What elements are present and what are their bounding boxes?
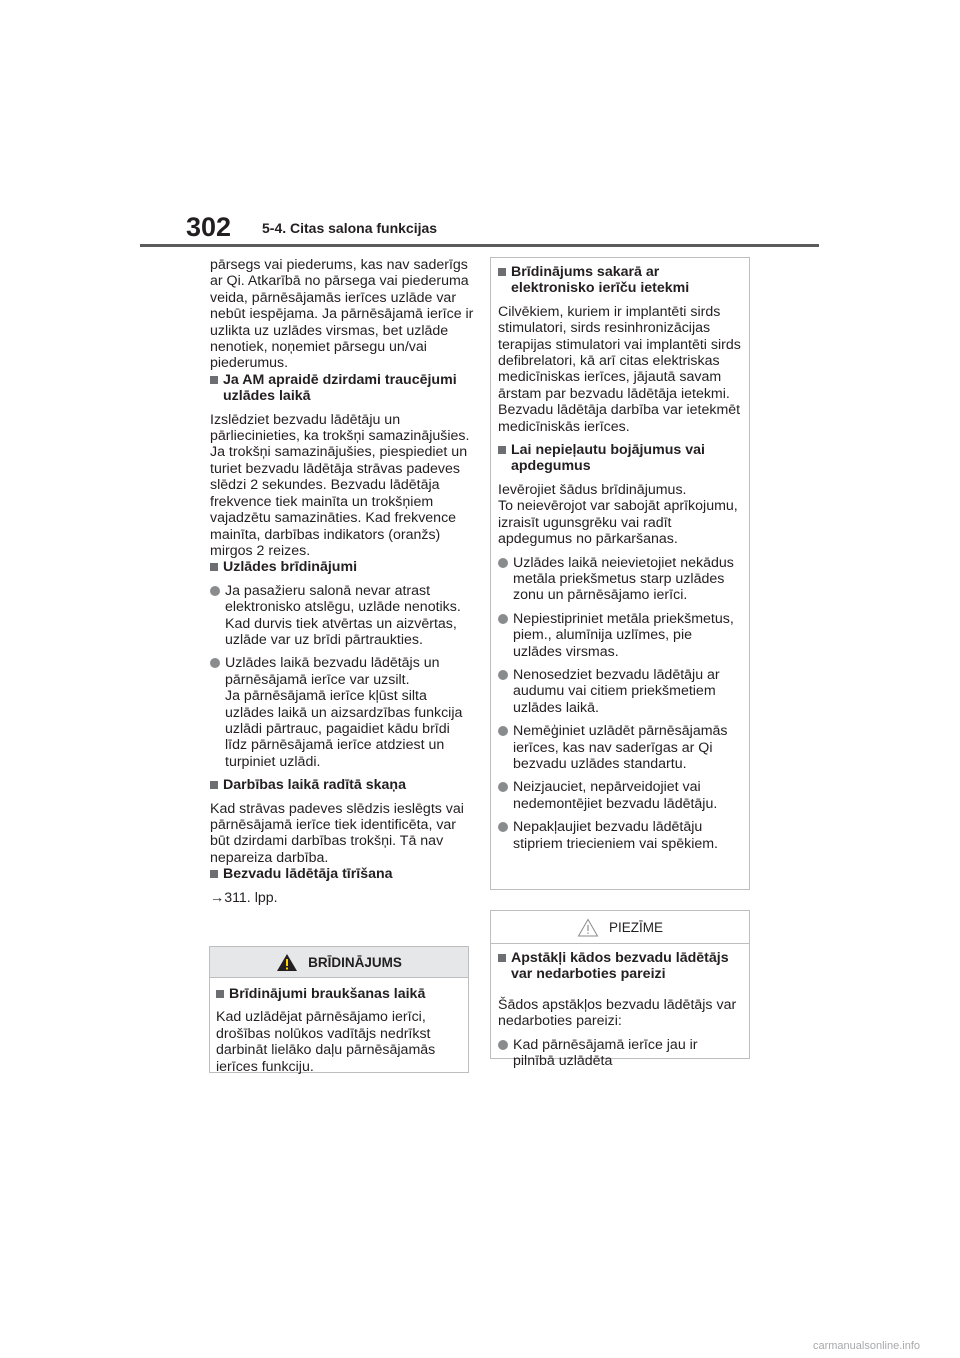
circle-bullet-icon [498, 614, 508, 624]
circle-bullet-icon [210, 658, 220, 668]
damage-paragraph: Ievērojiet šādus brīdinājumus. To neievērojot var sabojāt aprīkojumu, izraisīt ugunsgrēku vai radīt apdegumus no pārkaršanas. [498, 481, 738, 548]
square-bullet-icon [210, 376, 218, 384]
circle-bullet-icon [498, 670, 508, 680]
warning-box-heading [216, 986, 462, 1002]
section-title: 5-4. Citas salona funkcijas [262, 220, 438, 236]
list-item [498, 779, 742, 812]
square-bullet-icon [216, 990, 224, 998]
note-box [490, 910, 750, 1070]
note-box-heading-text: Apstākļi kādos bezvadu lādētājs var nedarboties pareizi [511, 950, 729, 983]
warning-box-heading-text: Brīdinājumi braukšanas laikā [229, 986, 426, 1002]
watermark: carmanualsonline.info [812, 1340, 920, 1352]
circle-bullet-icon [210, 586, 220, 596]
left-column [210, 257, 475, 906]
warning-box [209, 946, 469, 1073]
intro-paragraph: pārsegs vai piederums, kas nav saderīgs ar Qi. Atkarībā no pārsega vai piederuma veida, pārnēsājamās ierīces uzlāde var nebūt iespējama. Ja pārnēsājamā ierīce ir uzlikta uz uzlādes virsmas, bet uzlāde nenotiek, noņemiet pārsegu un/vai piederumus. [210, 257, 474, 372]
page-number: 302 [186, 212, 232, 242]
circle-bullet-icon [498, 1040, 508, 1050]
list-item-text: Nenosedziet bezvadu lādētāju ar audumu vai citiem priekšmetiem uzlādes laikā. [513, 666, 720, 716]
list-item-text: Ja pasažieru salonā nevar atrast elektronisko atslēgu, uzlāde nenotiks. Kad durvis tiek atvērtas un aizvērtas, uzlāde var uz brīdi pārtraukties. [225, 582, 461, 648]
right-warning-box [490, 257, 750, 890]
square-bullet-icon [498, 446, 506, 454]
list-item [210, 583, 475, 649]
square-bullet-icon [498, 954, 506, 962]
note-box-body [491, 944, 749, 1070]
elec-paragraph: Cilvēkiem, kuriem ir implantēti sirds stimulatori, sirds resinhronizācijas terapijas stimulatori vai implantēti sirds defibrelatori, kā arī citas elektriskas medicīniskas ierīces, jājautā savam ārstam par bezvadu lādētāja ietekmi. Bezvadu lādētāja darbība var ietekmēt medicīniskās ierīces. [498, 303, 741, 435]
warning-box-header [210, 947, 468, 978]
square-bullet-icon [210, 563, 218, 571]
list-item-text: Uzlādes laikā neievietojiet nekādus metāla priekšmetus starp uzlādes zonu un pārnēsājamo ierīci. [513, 554, 734, 604]
list-item [498, 1037, 742, 1070]
circle-bullet-icon [498, 726, 508, 736]
note-box-header [491, 911, 749, 944]
circle-bullet-icon [498, 558, 508, 568]
note-box-text: Šādos apstākļos bezvadu lādētājs var nedarboties pareizi: [498, 997, 737, 1030]
damage-heading-text: Lai nepieļautu bojājumus vai apdegumus [511, 442, 705, 475]
list-item [498, 819, 742, 852]
list-item-text: Kad pārnēsājamā ierīce jau ir pilnībā uzlādēta [513, 1036, 698, 1070]
am-heading-text: Ja AM apraidē dzirdami traucējumi uzlādes laikā [223, 371, 457, 405]
circle-bullet-icon [498, 782, 508, 792]
am-heading [210, 372, 475, 405]
square-bullet-icon [210, 781, 218, 789]
list-item [498, 611, 742, 660]
elec-heading [498, 264, 742, 297]
list-item-text: Nepiestipriniet metāla priekšmetus, piem., alumīnija uzlīmes, pie uzlādes virsmas. [513, 610, 734, 660]
list-item [498, 555, 742, 604]
am-paragraph: Izslēdziet bezvadu lādētāju un pārliecinieties, ka trokšņi samazinājušies. Ja trokšņi samazinājušies, piespiediet un turiet bezvadu lādētāja strāvas padeves slēdzi 2 sekundes. Bezvadu lādētāja frekvence tiek mainīta un trokšņiem vajadzētu samazināties. Kad frekvence mainīta, darbības indikators (oranžs) mirgos 2 reizes. [210, 411, 470, 559]
note-box-title: PIEZĪME [608, 919, 663, 935]
warnings-heading-text: Uzlādes brīdinājumi [223, 559, 358, 576]
list-item [210, 655, 475, 770]
damage-heading [498, 442, 742, 475]
list-item [498, 723, 742, 772]
note-box-heading [498, 950, 742, 983]
square-bullet-icon [210, 870, 218, 878]
warning-box-body [210, 978, 468, 1075]
warning-box-text: Kad uzlādējat pārnēsājamo ierīci, drošības nolūkos vadītājs nedrīkst darbināt lielāko daļu pārnēsājamās ierīces funkciju. [216, 1009, 436, 1075]
cleaning-heading [210, 866, 475, 882]
header-rule [140, 244, 819, 247]
sound-heading-text: Darbības laikā radītā skaņa [223, 777, 406, 794]
square-bullet-icon [498, 268, 506, 276]
cleaning-heading-text: Bezvadu lādētāja tīrīšana [223, 866, 393, 883]
list-item [498, 667, 742, 716]
sound-heading [210, 777, 475, 793]
warnings-heading [210, 559, 475, 575]
list-item-text: Nemēģiniet uzlādēt pārnēsājamās ierīces, kas nav saderīgas ar Qi bezvadu uzlādes standartu. [513, 723, 728, 772]
list-item-text: Uzlādes laikā bezvadu lādētājs un pārnēsājamā ierīce var uzsilt. Ja pārnēsājamā ierīce kļūst silta uzlādes laikā un aizsardzības funkcija uzlādi pārtrauc, pagaidiet kādu brīdi līdz pārnēsājamā ierīce atdziest un turpiniet uzlādi. [225, 655, 463, 770]
caution-outline-triangle-icon [577, 918, 599, 937]
page-reference-link[interactable]: →311. lpp. [210, 889, 278, 906]
warning-box-title: BRĪDINĀJUMS [308, 954, 402, 970]
list-item-text: Nepakļaujiet bezvadu lādētāju stipriem triecieniem vai spēkiem. [513, 819, 718, 852]
elec-heading-text: Brīdinājums sakarā ar elektronisko ierīču ietekmi [511, 264, 690, 297]
list-item-text: Neizjauciet, nepārveidojiet vai nedemontējiet bezvadu lādētāju. [513, 779, 718, 812]
warning-triangle-icon [276, 953, 298, 972]
circle-bullet-icon [498, 822, 508, 832]
sound-paragraph: Kad strāvas padeves slēdzis ieslēgts vai pārnēsājamā ierīce tiek identificēta, var būt dzirdami darbības trokšņi. Tā nav nepareiza darbība. [210, 800, 464, 866]
